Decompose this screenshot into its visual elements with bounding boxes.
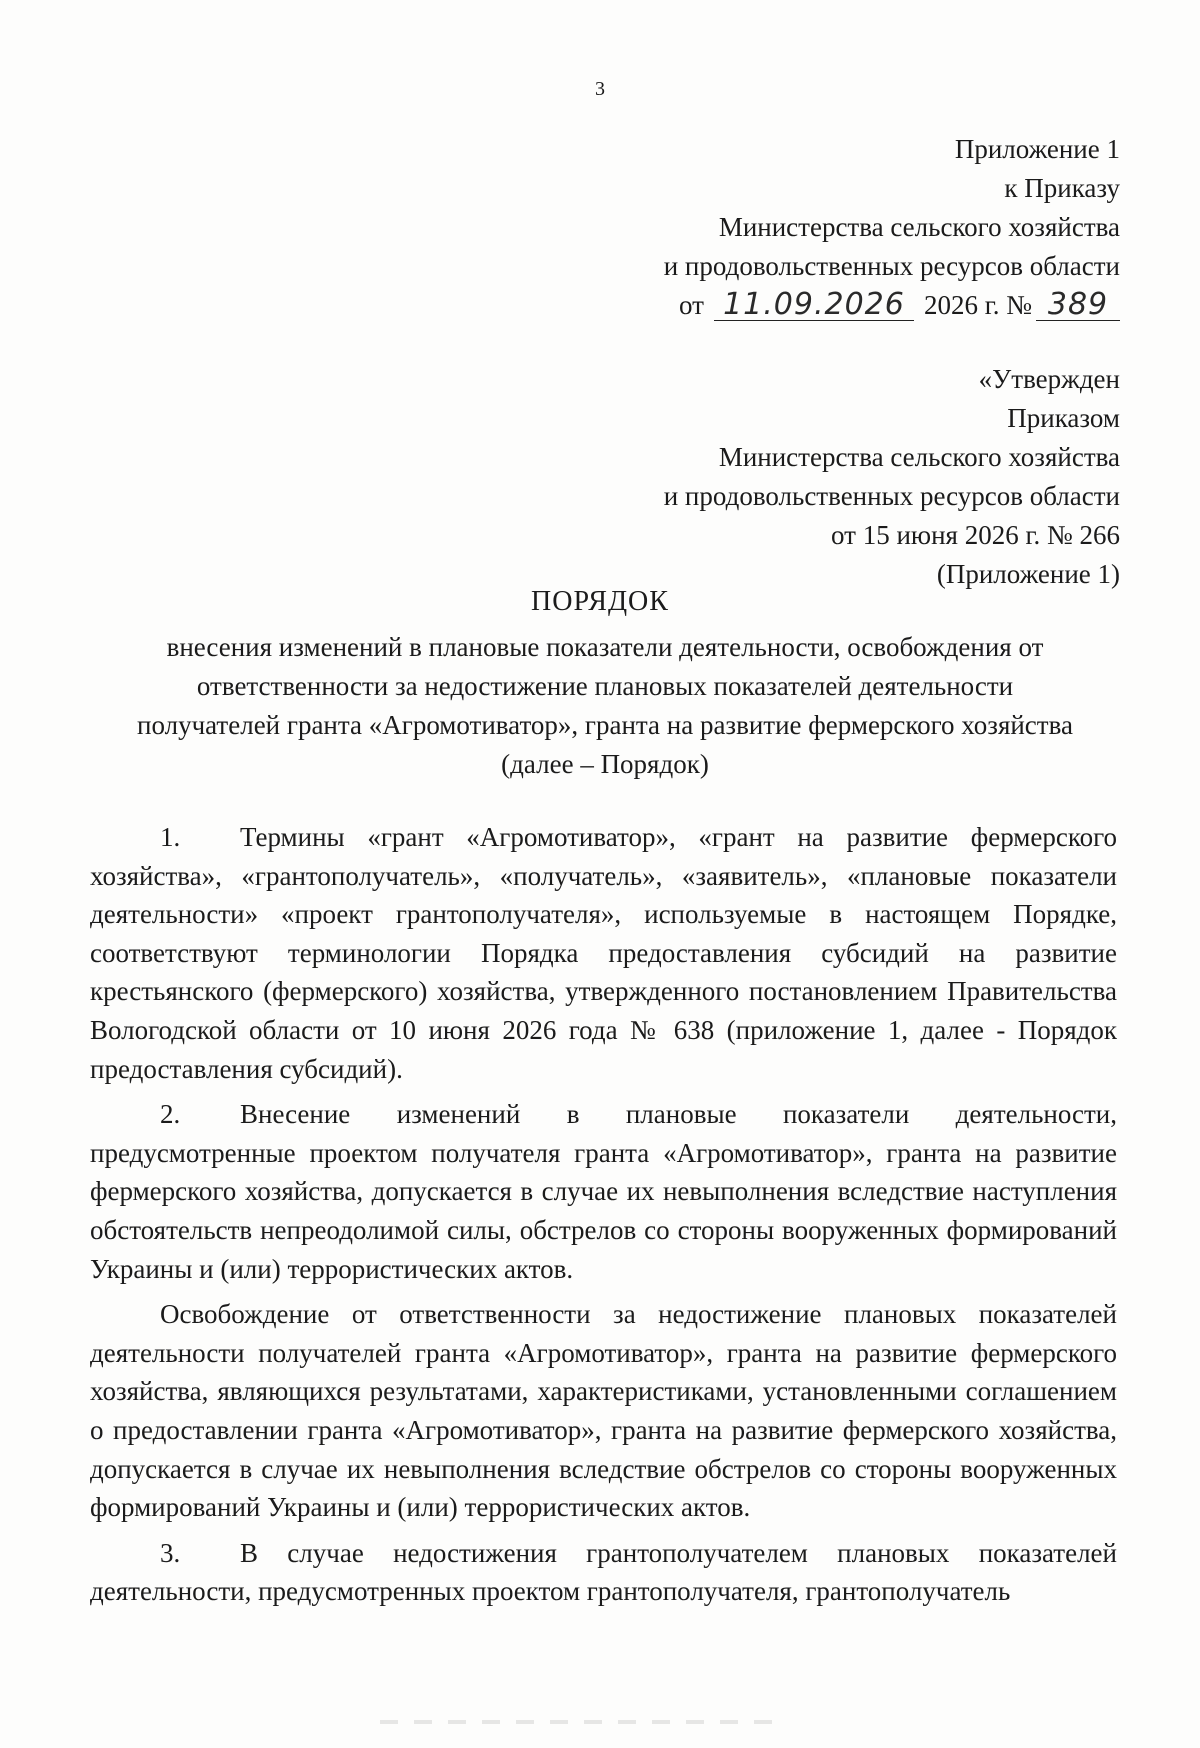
appendix-header [664,130,1120,325]
approved-line-3: Министерства сельского хозяйства [718,442,1120,472]
paragraph-number: 3. [160,1537,181,1568]
appendix-line-2: к Приказу [1004,173,1120,203]
subtitle-line-2: ответственности за недостижение плановых показателей деятельности [196,671,1014,701]
date-prefix: от [679,290,704,320]
date-blank [714,287,914,322]
document-subtitle [90,628,1120,784]
subtitle-line-3: получателей гранта «Агромотиватор», гранта на развитие фермерского хозяйства [137,710,1073,740]
paragraph-2-continued [90,1295,1117,1527]
approved-line-5: от 15 июня 2026 г. № 266 [831,520,1120,550]
handwritten-number: 389 [1047,287,1109,322]
paragraph-text: В случае недостижения грантополучателем плановых показателей деятельности, предусмотренных проектом грантополучателя, грантополучатель [90,1537,1117,1607]
appendix-line-1: Приложение 1 [954,134,1120,164]
paragraph-2 [90,1095,1117,1288]
document-body [90,818,1117,1618]
paragraph-text: Термины «грант «Агромотиватор», «грант на развитие фермерского хозяйства», «грантополучатель», «получатель», «заявитель», «плановые показатели деятельности» «проект грантополучателя», используемые в настоящем Порядке, соответствуют терминологии Порядка предоставления субсидий на развитие крестьянского (фермерского) хозяйства, утвержденного постановлением Правительства Вологодской области от 10 июня 2026 года № 638 (приложение 1, далее - Порядок предоставления субсидий). [90,822,1117,1084]
paragraph-1 [90,818,1117,1088]
scan-smudge [380,1720,780,1724]
appendix-date-line [664,286,1120,325]
paragraph-text: Освобождение от ответственности за недостижение плановых показателей деятельности получателей гранта «Агромотиватор», гранта на развитие фермерского хозяйства, являющихся результатами, характеристиками, установленными соглашением о предоставлении гранта «Агромотиватор», гранта на развитие фермерского хозяйства, допускается в случае их невыполнения вследствие обстрелов со стороны вооруженных формирований Украины и (или) террористических актов. [90,1299,1117,1523]
approved-line-1: «Утвержден [978,364,1120,394]
paragraph-text: Внесение изменений в плановые показатели деятельности, предусмотренные проектом получателя гранта «Агромотиватор», гранта на развитие фермерского хозяйства, допускается в случае их невыполнения вследствие наступления обстоятельств непреодолимой силы, обстрелов со стороны вооруженных формирований Украины и (или) террористических актов. [90,1099,1117,1284]
subtitle-line-4: (далее – Порядок) [501,749,709,779]
page-number: 3 [595,78,605,100]
number-blank [1036,287,1120,322]
appendix-line-4: и продовольственных ресурсов области [663,251,1120,281]
approved-line-4: и продовольственных ресурсов области [663,481,1120,511]
approval-stamp-block [664,360,1120,594]
paragraph-number: 2. [160,1099,181,1130]
document-title: ПОРЯДОК [531,586,669,617]
paragraph-3 [90,1534,1117,1611]
year-number-label: 2026 г. № [923,290,1032,320]
appendix-line-3: Министерства сельского хозяйства [718,212,1120,242]
handwritten-date: 11.09.2026 [723,287,905,322]
paragraph-number: 1. [160,822,181,852]
approved-line-6: (Приложение 1) [936,559,1120,589]
subtitle-line-1: внесения изменений в плановые показатели деятельности, освобождения от [166,632,1044,662]
approved-line-2: Приказом [1007,403,1120,433]
